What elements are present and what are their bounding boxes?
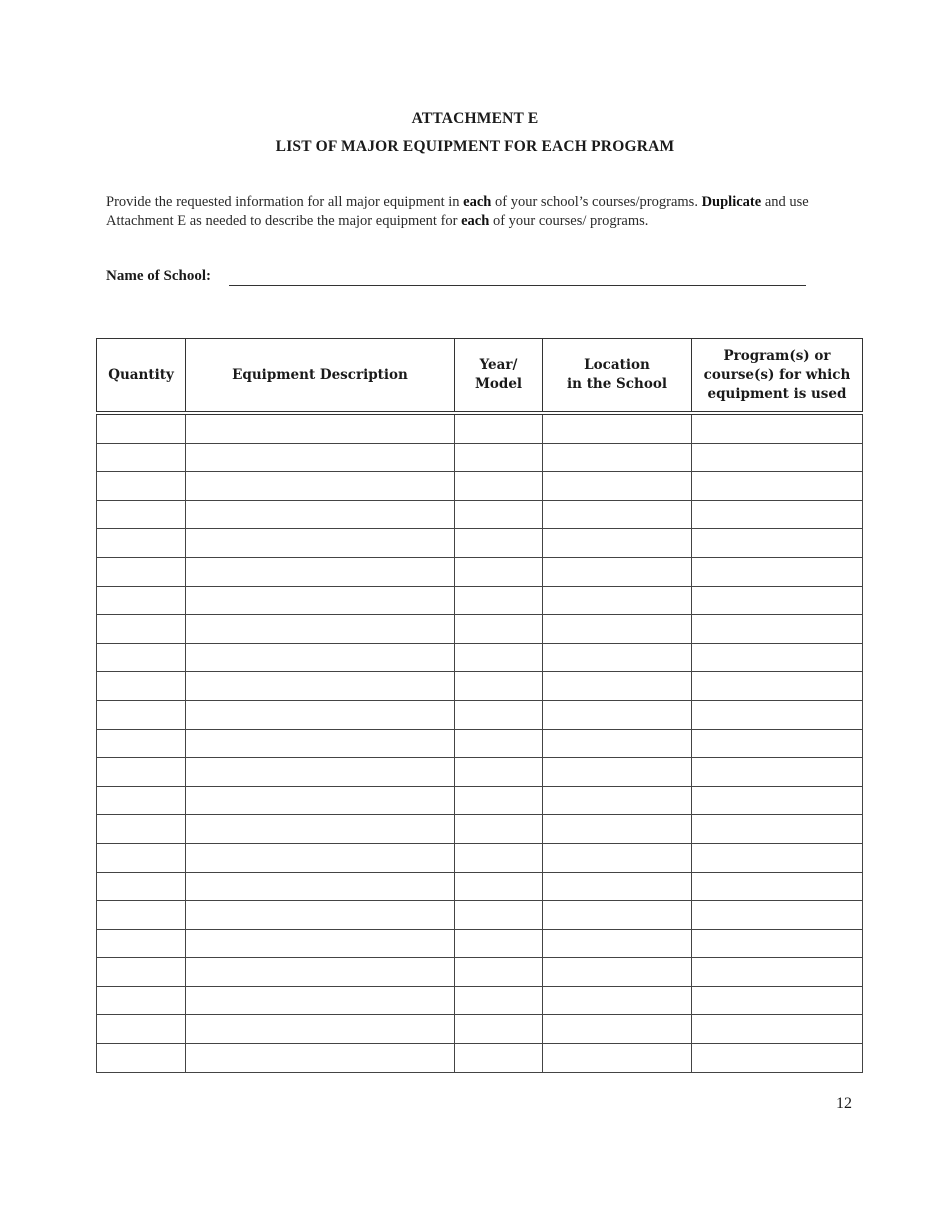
table-row: [97, 958, 863, 987]
description-cell[interactable]: [186, 443, 455, 472]
description-cell[interactable]: [186, 557, 455, 586]
header-equipment-description: Equipment Description: [186, 339, 455, 414]
year-model-cell[interactable]: [455, 529, 543, 558]
table-row: [97, 872, 863, 901]
school-name-label: Name of School:: [106, 268, 211, 284]
location-cell[interactable]: [543, 413, 692, 443]
header-location: Location in the School: [543, 339, 692, 414]
quantity-cell[interactable]: [97, 958, 186, 987]
description-cell[interactable]: [186, 872, 455, 901]
quantity-cell[interactable]: [97, 529, 186, 558]
year-model-cell[interactable]: [455, 413, 543, 443]
year-model-cell[interactable]: [455, 901, 543, 930]
program-cell[interactable]: [692, 1044, 863, 1073]
location-cell[interactable]: [543, 758, 692, 787]
description-cell[interactable]: [186, 986, 455, 1015]
table-row: [97, 786, 863, 815]
location-cell[interactable]: [543, 615, 692, 644]
program-cell[interactable]: [692, 958, 863, 987]
quantity-cell[interactable]: [97, 1015, 186, 1044]
year-model-cell[interactable]: [455, 1044, 543, 1073]
program-cell[interactable]: [692, 643, 863, 672]
school-name-field[interactable]: [229, 285, 806, 286]
year-model-cell[interactable]: [455, 758, 543, 787]
location-cell[interactable]: [543, 872, 692, 901]
quantity-cell[interactable]: [97, 700, 186, 729]
year-model-cell[interactable]: [455, 1015, 543, 1044]
table-row: [97, 500, 863, 529]
table-row: [97, 672, 863, 701]
year-model-cell[interactable]: [455, 643, 543, 672]
table-row: [97, 901, 863, 930]
quantity-cell[interactable]: [97, 986, 186, 1015]
program-cell[interactable]: [692, 586, 863, 615]
description-cell[interactable]: [186, 1044, 455, 1073]
instructions-text-2: of your school’s courses/programs.: [491, 194, 702, 210]
location-cell[interactable]: [543, 500, 692, 529]
location-cell[interactable]: [543, 729, 692, 758]
location-cell[interactable]: [543, 700, 692, 729]
quantity-cell[interactable]: [97, 500, 186, 529]
location-cell[interactable]: [543, 986, 692, 1015]
table-row: [97, 615, 863, 644]
location-cell[interactable]: [543, 843, 692, 872]
quantity-cell[interactable]: [97, 672, 186, 701]
program-cell[interactable]: [692, 557, 863, 586]
quantity-cell[interactable]: [97, 872, 186, 901]
description-cell[interactable]: [186, 586, 455, 615]
list-title: LIST OF MAJOR EQUIPMENT FOR EACH PROGRAM: [275, 138, 675, 155]
program-cell[interactable]: [692, 843, 863, 872]
quantity-cell[interactable]: [97, 786, 186, 815]
table-header-row: [97, 339, 863, 414]
description-cell[interactable]: [186, 615, 455, 644]
location-cell[interactable]: [543, 472, 692, 501]
program-cell[interactable]: [692, 413, 863, 443]
quantity-cell[interactable]: [97, 586, 186, 615]
description-cell[interactable]: [186, 758, 455, 787]
table-row: [97, 758, 863, 787]
description-cell[interactable]: [186, 786, 455, 815]
description-cell[interactable]: [186, 700, 455, 729]
quantity-cell[interactable]: [97, 643, 186, 672]
quantity-cell[interactable]: [97, 758, 186, 787]
table-row: [97, 729, 863, 758]
description-cell[interactable]: [186, 413, 455, 443]
description-cell[interactable]: [186, 643, 455, 672]
header-year-model: Year/ Model: [455, 339, 543, 414]
year-model-cell[interactable]: [455, 615, 543, 644]
location-cell[interactable]: [543, 557, 692, 586]
year-model-cell[interactable]: [455, 557, 543, 586]
year-model-cell[interactable]: [455, 700, 543, 729]
location-cell[interactable]: [543, 672, 692, 701]
quantity-cell[interactable]: [97, 929, 186, 958]
table-row: [97, 472, 863, 501]
table-row: [97, 529, 863, 558]
header-quantity: Quantity: [97, 339, 186, 414]
attachment-title: ATTACHMENT E: [411, 110, 539, 127]
table-body: [97, 413, 863, 1072]
year-model-cell[interactable]: [455, 872, 543, 901]
table-row: [97, 643, 863, 672]
description-cell[interactable]: [186, 472, 455, 501]
program-cell[interactable]: [692, 929, 863, 958]
program-cell[interactable]: [692, 729, 863, 758]
table-row: [97, 1044, 863, 1073]
program-cell[interactable]: [692, 472, 863, 501]
location-cell[interactable]: [543, 529, 692, 558]
quantity-cell[interactable]: [97, 413, 186, 443]
program-cell[interactable]: [692, 986, 863, 1015]
table-row: [97, 843, 863, 872]
quantity-cell[interactable]: [97, 472, 186, 501]
instructions-text-3: and use Attachment E as needed to describe the major equipment for: [106, 194, 809, 229]
year-model-cell[interactable]: [455, 786, 543, 815]
description-cell[interactable]: [186, 729, 455, 758]
table-row: [97, 929, 863, 958]
table-row: [97, 986, 863, 1015]
location-cell[interactable]: [543, 901, 692, 930]
year-model-cell[interactable]: [455, 472, 543, 501]
year-model-cell[interactable]: [455, 815, 543, 844]
quantity-cell[interactable]: [97, 901, 186, 930]
description-cell[interactable]: [186, 958, 455, 987]
equipment-table: [96, 338, 863, 1073]
page-number: 12: [836, 1095, 852, 1112]
description-cell[interactable]: [186, 500, 455, 529]
instructions-bold-each-1: each: [463, 194, 492, 210]
table-row: [97, 586, 863, 615]
program-cell[interactable]: [692, 786, 863, 815]
location-cell[interactable]: [543, 643, 692, 672]
program-cell[interactable]: [692, 500, 863, 529]
location-cell[interactable]: [543, 815, 692, 844]
quantity-cell[interactable]: [97, 1044, 186, 1073]
program-cell[interactable]: [692, 443, 863, 472]
description-cell[interactable]: [186, 529, 455, 558]
year-model-cell[interactable]: [455, 958, 543, 987]
instructions-bold-each-2: each: [461, 213, 490, 229]
program-cell[interactable]: [692, 901, 863, 930]
table-row: [97, 1015, 863, 1044]
year-model-cell[interactable]: [455, 843, 543, 872]
program-cell[interactable]: [692, 615, 863, 644]
description-cell[interactable]: [186, 929, 455, 958]
table-row: [97, 700, 863, 729]
program-cell[interactable]: [692, 815, 863, 844]
description-cell[interactable]: [186, 1015, 455, 1044]
description-cell[interactable]: [186, 901, 455, 930]
table-row: [97, 815, 863, 844]
header-programs: Program(s) or course(s) for which equipment is used: [692, 339, 863, 414]
quantity-cell[interactable]: [97, 815, 186, 844]
location-cell[interactable]: [543, 586, 692, 615]
instructions-paragraph: [106, 193, 866, 231]
location-cell[interactable]: [543, 929, 692, 958]
program-cell[interactable]: [692, 700, 863, 729]
year-model-cell[interactable]: [455, 500, 543, 529]
year-model-cell[interactable]: [455, 443, 543, 472]
table-row: [97, 557, 863, 586]
year-model-cell[interactable]: [455, 672, 543, 701]
table-row: [97, 443, 863, 472]
program-cell[interactable]: [692, 672, 863, 701]
quantity-cell[interactable]: [97, 615, 186, 644]
year-model-cell[interactable]: [455, 586, 543, 615]
description-cell[interactable]: [186, 815, 455, 844]
quantity-cell[interactable]: [97, 557, 186, 586]
location-cell[interactable]: [543, 786, 692, 815]
year-model-cell[interactable]: [455, 929, 543, 958]
quantity-cell[interactable]: [97, 843, 186, 872]
location-cell[interactable]: [543, 1044, 692, 1073]
instructions-text-4: of your courses/ programs.: [489, 213, 649, 229]
instructions-text-1: Provide the requested information for all major equipment in: [106, 194, 464, 210]
instructions-bold-duplicate: Duplicate: [701, 194, 762, 210]
description-cell[interactable]: [186, 843, 455, 872]
quantity-cell[interactable]: [97, 729, 186, 758]
program-cell[interactable]: [692, 872, 863, 901]
table-row: [97, 413, 863, 443]
description-cell[interactable]: [186, 672, 455, 701]
year-model-cell[interactable]: [455, 986, 543, 1015]
program-cell[interactable]: [692, 529, 863, 558]
location-cell[interactable]: [543, 443, 692, 472]
year-model-cell[interactable]: [455, 729, 543, 758]
quantity-cell[interactable]: [97, 443, 186, 472]
location-cell[interactable]: [543, 958, 692, 987]
program-cell[interactable]: [692, 758, 863, 787]
program-cell[interactable]: [692, 1015, 863, 1044]
location-cell[interactable]: [543, 1015, 692, 1044]
